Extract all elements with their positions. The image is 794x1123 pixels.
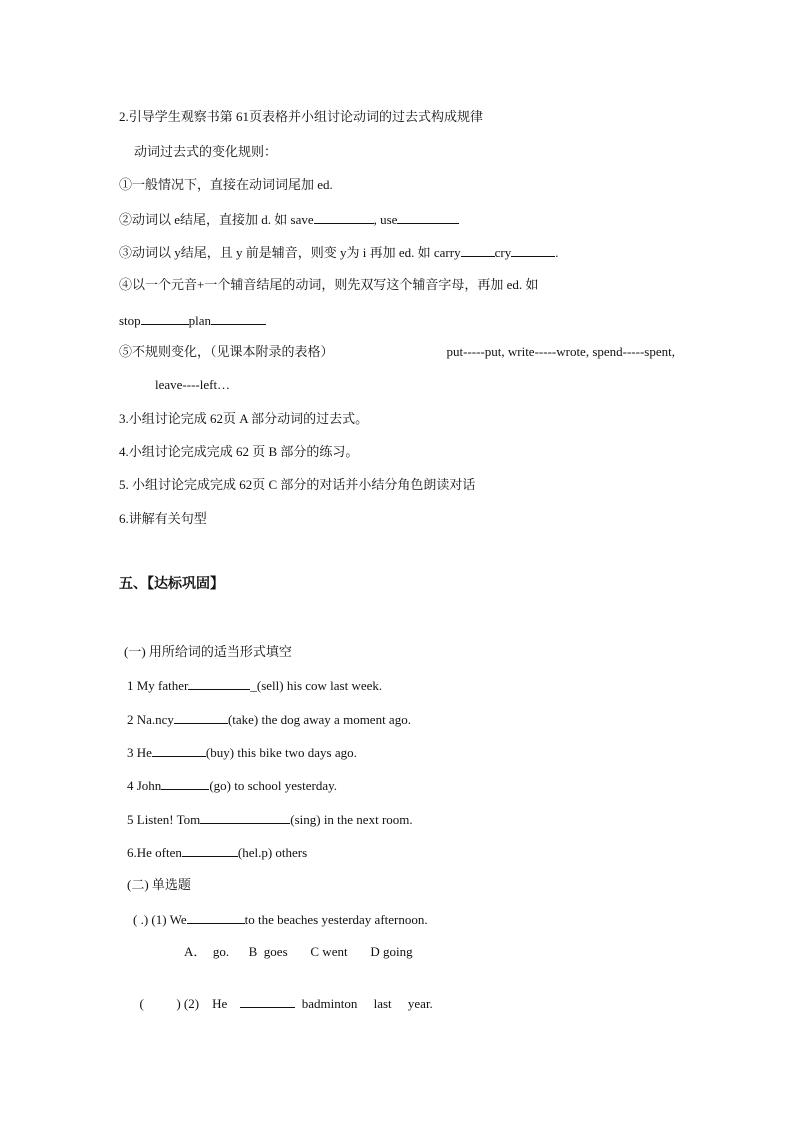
part1-title: (一) 用所给词的适当形式填空 xyxy=(124,644,292,659)
section2-title: 2.引导学生观察书第 61页表格并小组讨论动词的过去式构成规律 xyxy=(119,109,484,124)
item-4: 4.小组讨论完成完成 62 页 B 部分的练习。 xyxy=(119,444,359,459)
mc-q2: ( ) (2) He badminton last year. xyxy=(139,996,433,1011)
fill-q4: 4 John (go) to school yesterday. xyxy=(127,778,337,793)
fill-q6: 6.He often (hel.p) others xyxy=(127,845,308,860)
rule-4: ④以一个元音+一个辅音结尾的动词，则先双写这个辅音字母，再加 ed. 如 xyxy=(119,277,539,292)
blank-q5[interactable] xyxy=(200,810,290,824)
mc-q1-options: A． go. B goes C went D going xyxy=(184,944,413,959)
blank-stop[interactable] xyxy=(141,311,189,325)
blank-q3[interactable] xyxy=(152,743,206,757)
blank-save[interactable] xyxy=(314,210,374,224)
part2-title: (二) 单选题 xyxy=(127,877,191,892)
rule-3: ③动词以 y结尾，且 y 前是辅音，则变 y为 i 再加 ed. 如 carry cry . xyxy=(119,245,559,260)
fill-q1: 1 My father _(sell) his cow last week. xyxy=(127,678,383,693)
blank-carry[interactable] xyxy=(461,243,495,257)
blank-q1[interactable] xyxy=(188,676,250,690)
rules-title: 动词过去式的变化规则： xyxy=(134,144,278,159)
mc-q1: ( .) (1) We to the beaches yesterday afternoon. xyxy=(133,912,428,927)
fill-q3: 3 He (buy) this bike two days ago. xyxy=(127,745,357,760)
blank-plan[interactable] xyxy=(211,311,266,325)
blank-mc2[interactable] xyxy=(240,994,295,1008)
rule-2: ②动词以 e结尾，直接加 d. 如 save , use xyxy=(119,210,459,229)
fill-q5: 5 Listen! Tom (sing) in the next room. xyxy=(127,812,413,827)
rule-5-cont: leave----left… xyxy=(155,377,231,392)
item-6: 6.讲解有关句型 xyxy=(119,511,207,526)
blank-q6[interactable] xyxy=(182,843,238,857)
rule-5: ⑤不规则变化，（见课本附录的表格） put-----put, write-----wrote, spend-----spent, xyxy=(119,344,675,359)
item-5: 5. 小组讨论完成完成 62页 C 部分的对话并小结分角色朗读对话 xyxy=(119,477,476,492)
blank-use[interactable] xyxy=(397,210,459,224)
fill-q2: 2 Na.ncy (take) the dog away a moment ago. xyxy=(127,712,411,727)
rule-4-examples: stop plan xyxy=(119,311,266,330)
item-3: 3.小组讨论完成 62页 A 部分动词的过去式。 xyxy=(119,411,369,426)
blank-cry[interactable] xyxy=(511,243,555,257)
blank-mc1[interactable] xyxy=(187,910,245,924)
section5-heading: 五、【达标巩固】 xyxy=(119,577,224,592)
blank-q4[interactable] xyxy=(161,776,209,790)
blank-q2[interactable] xyxy=(174,710,228,724)
rule-1: ①一般情况下，直接在动词词尾加 ed. xyxy=(119,177,333,192)
